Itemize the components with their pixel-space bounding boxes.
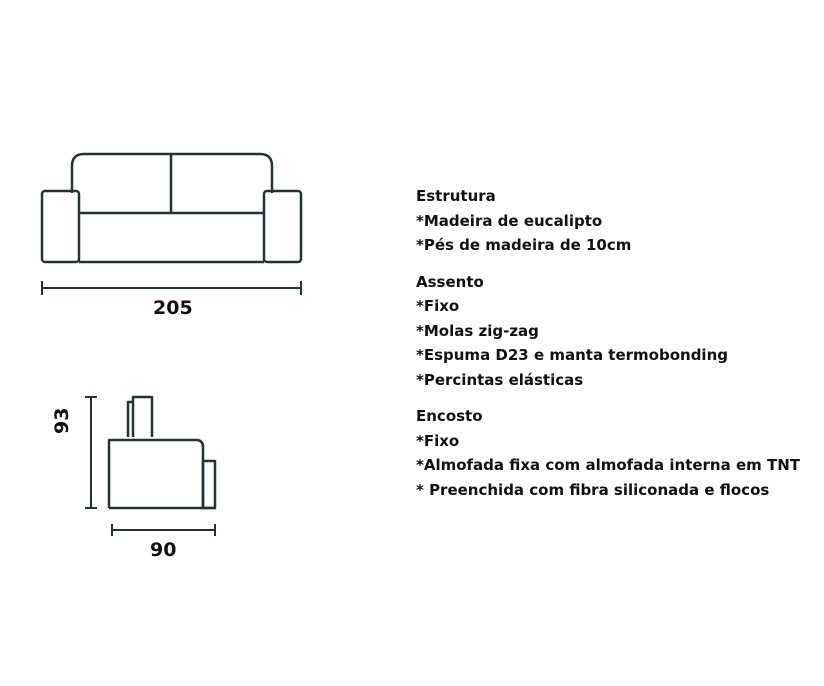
spec-heading: Assento [416,272,484,291]
spec-item: *Molas zig-zag [416,321,539,340]
spec-section-estrutura [416,184,816,258]
side-view-backrest [133,397,152,437]
spec-item: *Almofada fixa com almofada interna em TNT [416,456,801,474]
specification-list [416,184,816,514]
front-view-right-arm [264,191,301,262]
front-view-left-arm [42,191,79,262]
spec-heading: Estrutura [416,187,496,205]
side-view-body [109,440,203,508]
spec-item: *Espuma D23 e manta termobonding [416,346,728,364]
width-label: 205 [153,297,193,319]
depth-label: 90 [150,539,177,561]
spec-section-encosto [416,404,816,502]
spec-item: * Preenchida com fibra siliconada e flocos [416,480,770,499]
spec-item: *Pés de madeira de 10cm [416,236,632,254]
side-view-front-arm [203,461,215,508]
spec-item: *Percintas elásticas [416,370,584,389]
spec-item: *Fixo [416,297,460,315]
spec-item: *Madeira de eucalipto [416,211,603,230]
spec-item: *Fixo [416,431,460,450]
height-label: 93 [51,407,73,434]
spec-heading: Encosto [416,407,483,425]
spec-section-assento [416,270,816,393]
